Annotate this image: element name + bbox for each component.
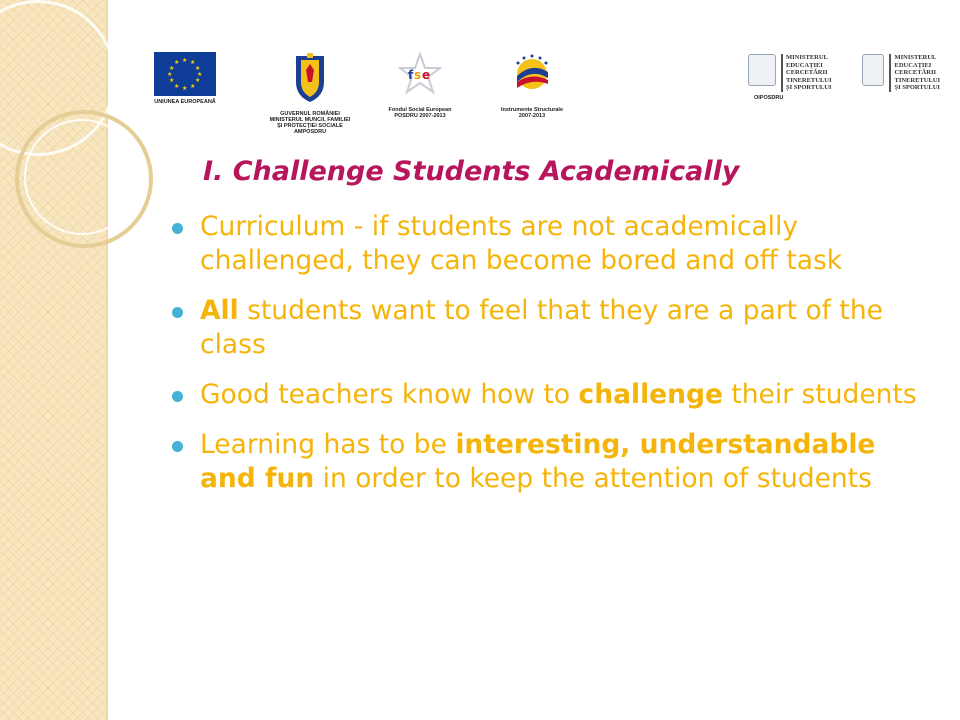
bullet-list xyxy=(168,210,938,512)
bullet-text: Learning has to be xyxy=(200,429,456,460)
instrumente-logo xyxy=(492,52,572,119)
ministry-crest-icon xyxy=(748,54,776,86)
government-logo xyxy=(265,52,355,135)
svg-text:s: s xyxy=(414,68,422,82)
instrumente-structurale-icon xyxy=(508,52,556,100)
decorative-ring xyxy=(24,119,140,235)
ministry-name: MINISTERUL EDUCAȚIEI CERCETĂRII TINERETULUI ȘI SPORTULUI xyxy=(781,54,832,92)
bullet-emphasis: challenge xyxy=(578,379,723,410)
eu-logo xyxy=(148,52,222,105)
decorative-side-panel xyxy=(0,0,108,720)
bullet-dot-icon xyxy=(172,391,183,402)
bullet-dot-icon xyxy=(172,441,183,452)
bullet-text: in order to keep the attention of students xyxy=(314,463,872,494)
ministry-name: MINISTERUL EDUCAȚIEI CERCETĂRII TINERETULUI ȘI SPORTULUI xyxy=(889,54,940,92)
bullet-text: Good teachers know how to xyxy=(200,379,579,410)
bullet-dot-icon xyxy=(172,307,183,318)
bullet-item xyxy=(168,210,938,278)
bullet-emphasis: All xyxy=(200,295,239,326)
fse-star-icon xyxy=(398,52,442,100)
bullet-emphasis: interesting, understandable and fun xyxy=(200,429,876,494)
bullet-item xyxy=(168,378,938,412)
logo-caption: Fondul Social European POSDRU 2007-2013 xyxy=(388,107,452,119)
svg-text:f: f xyxy=(408,68,414,82)
eu-flag-icon: ★ ★ ★ ★ ★ ★ ★ ★ ★ ★ ★ ★ xyxy=(154,52,216,96)
svg-text:e: e xyxy=(422,68,431,82)
ministry-crest-icon xyxy=(862,54,884,86)
logo-caption: Instrumente Structurale 2007-2013 xyxy=(500,107,564,119)
romania-crest-icon xyxy=(290,52,330,104)
bullet-item xyxy=(168,294,938,362)
bullet-text: their students xyxy=(722,379,917,410)
fse-logo xyxy=(380,52,460,119)
bullet-item xyxy=(168,428,938,496)
logo-caption: UNIUNEA EUROPEANĂ xyxy=(154,99,216,105)
ministry-logo-2 xyxy=(862,54,940,92)
slide-heading: I. Challenge Students Academically xyxy=(203,156,740,187)
bullet-dot-icon xyxy=(172,223,183,234)
logo-caption: OIPOSDRU xyxy=(754,94,784,101)
bullet-text: Curriculum - if students are not academically challenged, they can become bored and off task xyxy=(200,211,843,276)
ministry-logo-1 xyxy=(748,54,838,101)
logo-caption: GUVERNUL ROMÂNIEI MINISTERUL MUNCII, FAMILIEI ȘI PROTECȚIEI SOCIALE AMPOSDRU xyxy=(269,111,351,135)
bullet-text: students want to feel that they are a part of the class xyxy=(200,295,883,360)
sponsor-logo-bar xyxy=(140,40,940,140)
